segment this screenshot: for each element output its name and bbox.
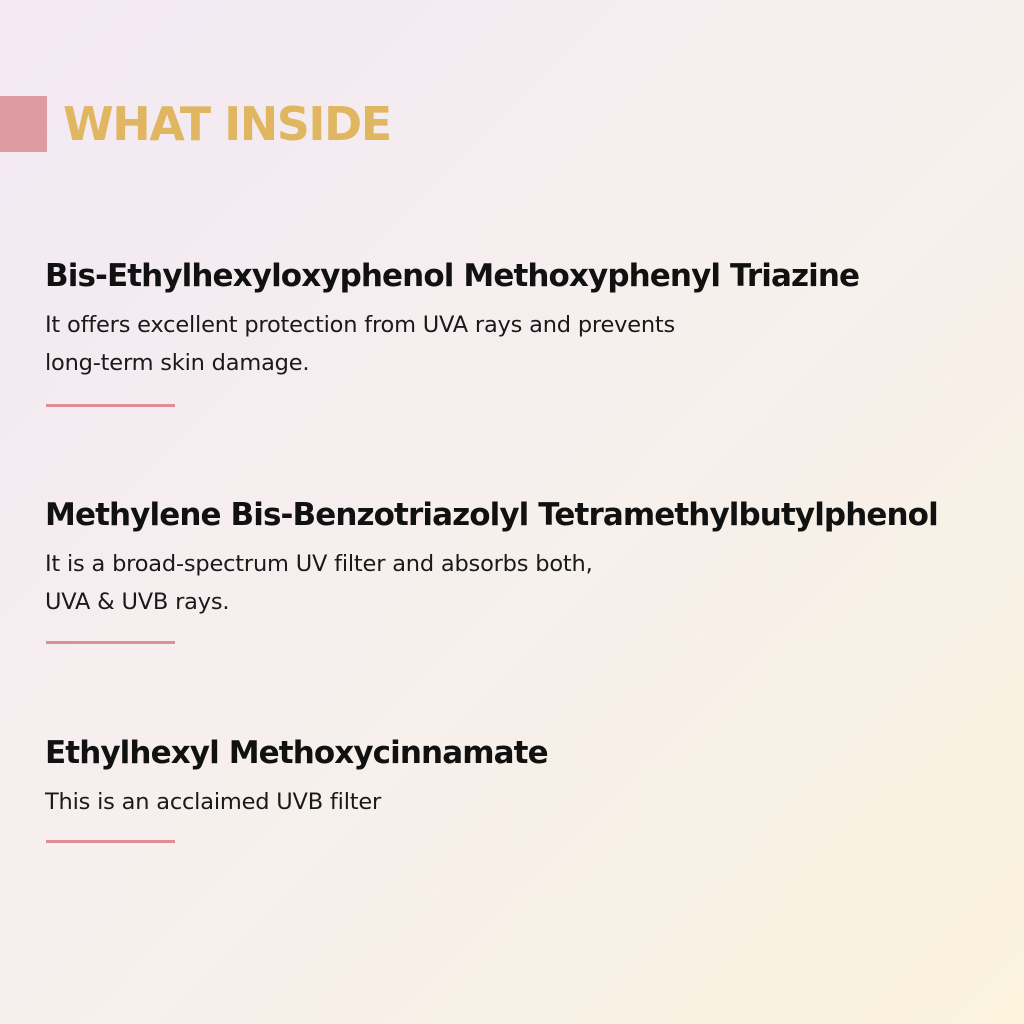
ingredient-name: Ethylhexyl Methoxycinnamate: [45, 735, 548, 771]
description-line: This is an acclaimed UVB filter: [45, 789, 382, 815]
ingredient-item: [45, 733, 1005, 821]
ingredient-name: Bis-Ethylhexyloxyphenol Methoxyphenyl Triazine: [45, 258, 860, 294]
ingredient-description: [45, 545, 805, 621]
ingredient-divider: [46, 840, 175, 843]
description-line: UVA & UVB rays.: [45, 589, 230, 615]
description-line: It offers excellent protection from UVA rays and prevents: [45, 312, 676, 338]
description-line: long-term skin damage.: [45, 350, 310, 376]
ingredient-divider: [46, 404, 175, 407]
ingredient-name: Methylene Bis-Benzotriazolyl Tetramethylbutylphenol: [45, 497, 938, 533]
ingredient-divider: [46, 641, 175, 644]
section-title: WHAT INSIDE: [63, 97, 391, 151]
ingredient-description: [45, 783, 805, 821]
description-line: It is a broad-spectrum UV filter and absorbs both,: [45, 551, 593, 577]
header-accent-bar: [0, 96, 47, 152]
ingredient-description: [45, 306, 805, 382]
ingredient-item: [45, 256, 1005, 382]
section-header: [0, 96, 391, 152]
ingredient-item: [45, 495, 1005, 621]
